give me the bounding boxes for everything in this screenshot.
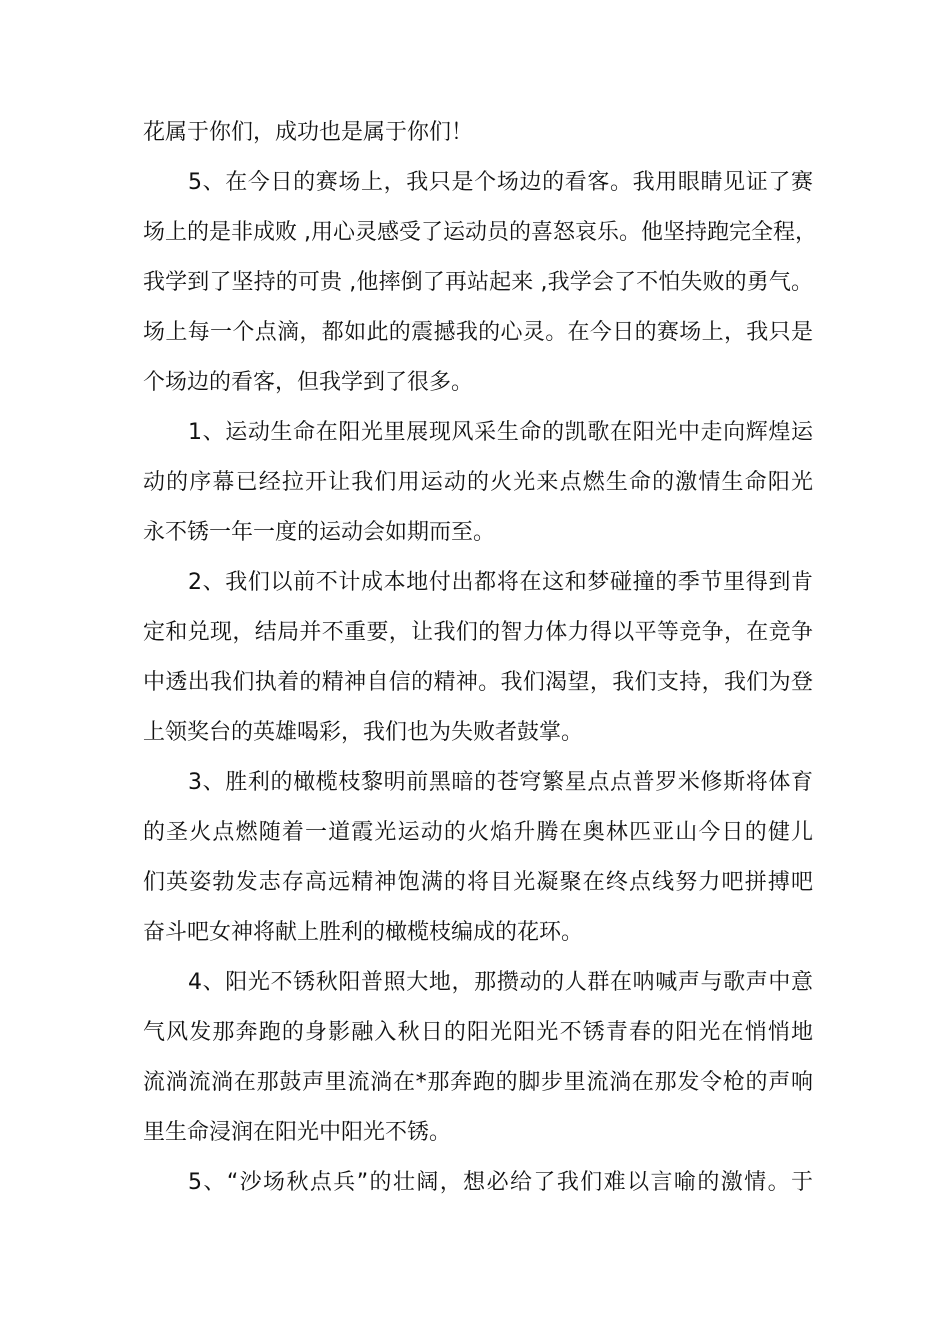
- text-line: 1、运动生命在阳光里展现风采生命的凯歌在阳光中走向辉煌运: [188, 420, 813, 445]
- text-line: 个场边的看客，但我学到了很多。: [143, 370, 474, 395]
- text-line: 5、“沙场秋点兵”的壮阔，想必给了我们难以言喻的激情。于: [188, 1170, 813, 1195]
- text-line: 里生命浸润在阳光中阳光不锈。: [143, 1120, 452, 1145]
- text-line: 动的序幕已经拉开让我们用运动的火光来点燃生命的激情生命阳光: [143, 470, 813, 495]
- text-line: 的圣火点燃随着一道霞光运动的火焰升腾在奥林匹亚山今日的健儿: [143, 820, 813, 845]
- text-line: 场上每一个点滴，都如此的震撼我的心灵。在今日的赛场上，我只是: [143, 320, 813, 345]
- text-line: 3、胜利的橄榄枝黎明前黑暗的苍穹繁星点点普罗米修斯将体育: [188, 770, 813, 795]
- text-line: 奋斗吧女神将献上胜利的橄榄枝编成的花环。: [143, 920, 584, 945]
- text-line: 永不锈一年一度的运动会如期而至。: [143, 520, 496, 545]
- text-line: 气风发那奔跑的身影融入秋日的阳光阳光不锈青春的阳光在悄悄地: [143, 1020, 813, 1045]
- text-line: 中透出我们执着的精神自信的精神。我们渴望，我们支持，我们为登: [143, 670, 813, 695]
- text-line: 花属于你们，成功也是属于你们！: [143, 120, 474, 145]
- text-line: 场上的是非成败 ,用心灵感受了运动员的喜怒哀乐。他坚持跑完全程，: [143, 220, 817, 245]
- text-line: 我学到了坚持的可贵 ,他摔倒了再站起来 ,我学会了不怕失败的勇气。: [143, 270, 813, 295]
- text-line: 2、我们以前不计成本地付出都将在这和梦碰撞的季节里得到肯: [188, 570, 813, 595]
- text-line: 5、在今日的赛场上，我只是个场边的看客。我用眼睛见证了赛: [188, 170, 813, 195]
- text-line: 4、阳光不锈秋阳普照大地，那攒动的人群在呐喊声与歌声中意: [188, 970, 813, 995]
- text-line: 流淌流淌在那鼓声里流淌在*那奔跑的脚步里流淌在那发令枪的声响: [143, 1070, 813, 1095]
- text-line: 上领奖台的英雄喝彩，我们也为失败者鼓掌。: [143, 720, 584, 745]
- text-line: 定和兑现，结局并不重要，让我们的智力体力得以平等竞争，在竞争: [143, 620, 813, 645]
- text-line: 们英姿勃发志存高远精神饱满的将目光凝聚在终点线努力吧拼搏吧: [143, 870, 813, 895]
